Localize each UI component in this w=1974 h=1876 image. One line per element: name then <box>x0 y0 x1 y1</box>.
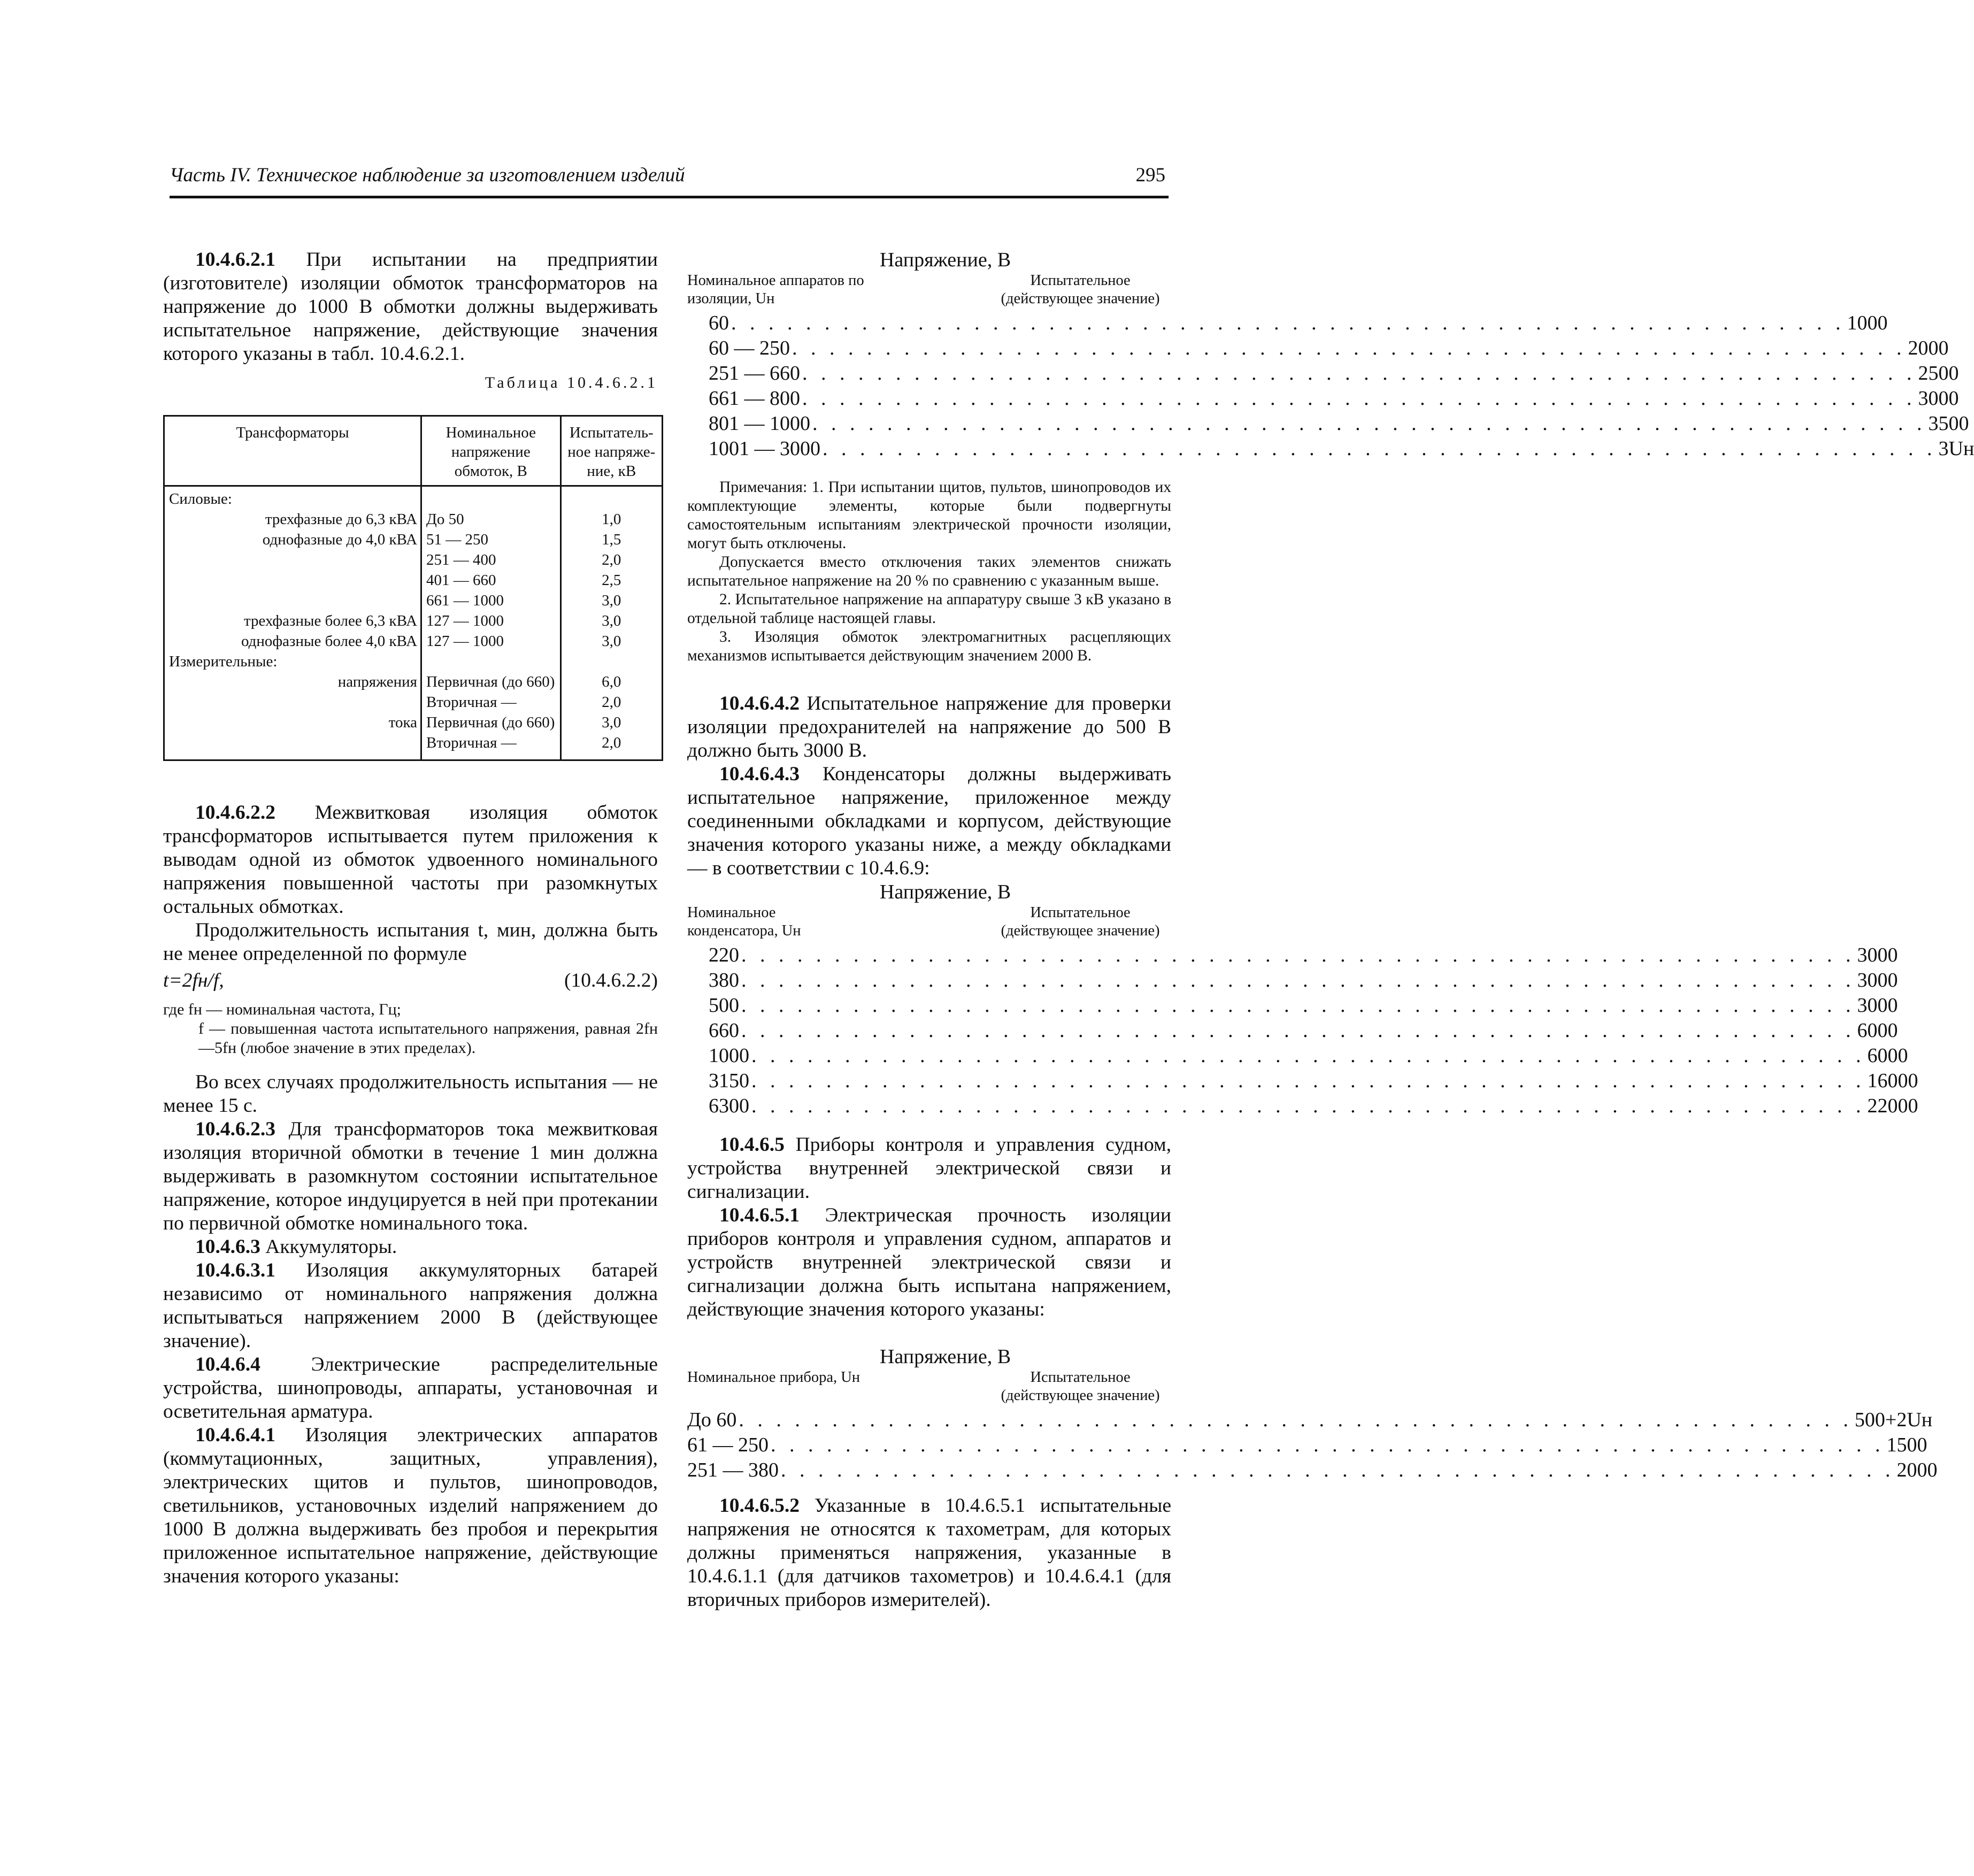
para-text: Электрические распределительные устройства, шинопроводы, аппараты, установочная и осветительная арматура. <box>163 1354 658 1423</box>
table-caption: Таблица 10.4.6.2.1 <box>485 374 658 391</box>
clause-number: 10.4.6.4.2 <box>719 693 800 714</box>
voltage-range: 251 — 660 <box>709 362 800 385</box>
cell-test: 2,0 <box>560 733 662 760</box>
cell-test: 2,0 <box>560 692 662 712</box>
dot-leader: . . . . . . . . . . . . . . . . . . . . . . . . . . . . . . . . . . . . . . . . . . . . . . . . . . . . . . . . . . . . <box>731 312 1845 334</box>
cell-nominal: 127 — 1000 <box>421 611 561 631</box>
cell-nominal: Вторичная — <box>421 733 561 760</box>
test-voltage: 6000 <box>1857 1019 1898 1042</box>
table-row <box>164 733 663 760</box>
cell-transformer: однофазные до 4,0 кВА <box>164 529 421 550</box>
clause-number: 10.4.6.5.2 <box>719 1495 800 1517</box>
para-text: Изоляция электрических аппаратов (коммутационных, защитных, управления), электрических щитов и пультов, шинопроводов, светильников, установочных изделий напряжением до 1000 В должна выдерживать без пробоя и перекрытия приложенное испытательное напряжение, действующие значения которого указаны: <box>163 1424 658 1587</box>
cell-test: 6,0 <box>560 672 662 692</box>
table-row <box>164 631 663 651</box>
dot-leader: . . . . . . . . . . . . . . . . . . . . . . . . . . . . . . . . . . . . . . . . . . . . . . . . . . . . . . . . . . . . <box>741 944 1855 966</box>
para-10-4-6-2-3 <box>163 1118 658 1235</box>
note-2: 2. Испытательное напряжение на аппаратуру свыше 3 кВ указано в отдельной таблице настоящей главы. <box>687 591 1171 627</box>
para-10-4-6-5-2 <box>687 1494 1171 1612</box>
para-10-4-6-5 <box>687 1133 1171 1204</box>
legend-fn: где fн — номинальная частота, Гц; <box>163 1001 401 1018</box>
left-column-lower <box>163 801 658 1588</box>
clause-number: 10.4.6.3 <box>195 1236 260 1258</box>
dot-leader: . . . . . . . . . . . . . . . . . . . . . . . . . . . . . . . . . . . . . . . . . . . . . . . . . . . . . . . . . . . . <box>741 969 1855 991</box>
clause-number: 10.4.6.5.1 <box>719 1204 800 1226</box>
cell-transformer <box>164 733 421 760</box>
para-text: Для трансформаторов тока межвитковая изоляция вторичной обмотки в течение 1 мин должна выдерживать в разомкнутом состоянии испытательное напряжение, которое индуцируется в ней при протекании по первичной обмотке номинального тока. <box>163 1118 658 1234</box>
table-row <box>164 611 663 631</box>
cell-transformer <box>164 550 421 570</box>
transformer-table <box>163 415 663 761</box>
voltage-range: 251 — 380 <box>687 1459 779 1481</box>
formula: t=2fн/f, <box>163 970 224 991</box>
cell-transformer: трехфазные до 6,3 кВА <box>164 509 421 529</box>
cell-nominal: 51 — 250 <box>421 529 561 550</box>
vt3-left-head: Номинальное прибора, Uн <box>687 1369 861 1386</box>
para-10-4-6-4 <box>163 1353 658 1424</box>
voltage-row <box>687 362 1959 387</box>
vt1-right-head: Испытательное (действующее значение) <box>1001 272 1160 307</box>
cell-test: 2,5 <box>560 570 662 590</box>
header-title: Часть IV. Техническое наблюдение за изготовлением изделий <box>170 164 685 186</box>
voltage-range: 60 <box>709 312 729 334</box>
dot-leader: . . . . . . . . . . . . . . . . . . . . . . . . . . . . . . . . . . . . . . . . . . . . . . . . . . . . . . . . . . . . <box>771 1434 1885 1456</box>
cell-test: 1,5 <box>560 529 662 550</box>
cell-test: 3,0 <box>560 611 662 631</box>
dot-leader: . . . . . . . . . . . . . . . . . . . . . . . . . . . . . . . . . . . . . . . . . . . . . . . . . . . . . . . . . . . . <box>792 337 1906 359</box>
test-voltage: 2500 <box>1918 362 1959 385</box>
voltage-range: 801 — 1000 <box>709 412 810 435</box>
test-voltage: 2000 <box>1896 1459 1938 1481</box>
cell-test: 2,0 <box>560 550 662 570</box>
para-text: Аккумуляторы. <box>260 1236 397 1258</box>
test-voltage: 3000 <box>1857 994 1898 1017</box>
cell-test <box>560 486 662 510</box>
formula-block <box>163 969 658 996</box>
voltage-range: 60 — 250 <box>709 337 790 359</box>
cell-nominal <box>421 651 561 672</box>
dot-leader: . . . . . . . . . . . . . . . . . . . . . . . . . . . . . . . . . . . . . . . . . . . . . . . . . . . . . . . . . . . . <box>802 362 1916 385</box>
para-10-4-6-4-1 <box>163 1424 658 1588</box>
para-text: Изоляция аккумуляторных батарей независимо от номинального напряжения должна испытываться напряжением 2000 В (действующее значение). <box>163 1259 658 1352</box>
cell-test <box>560 651 662 672</box>
test-voltage: 3000 <box>1857 944 1898 966</box>
cell-transformer: тока <box>164 712 421 733</box>
para-text: Испытательное напряжение для проверки изоляции предохранителей на напряжение до 500 В должно быть 3000 В. <box>687 693 1171 762</box>
cell-nominal <box>421 486 561 510</box>
voltage-row <box>687 1094 1918 1119</box>
cell-test: 3,0 <box>560 590 662 611</box>
voltage-range: 661 — 800 <box>709 387 800 410</box>
dot-leader: . . . . . . . . . . . . . . . . . . . . . . . . . . . . . . . . . . . . . . . . . . . . . . . . . . . . . . . . . . . . <box>741 1019 1855 1042</box>
page-number: 295 <box>1135 164 1165 186</box>
voltage-range: 61 — 250 <box>687 1434 769 1456</box>
running-header <box>170 158 1169 198</box>
notes-block <box>687 478 1171 665</box>
para-text: Конденсаторы должны выдерживать испытательное напряжение, приложенное между соединенными обкладками и корпусом, действующие значения которого указаны ниже, а между обкладками — в соответствии с 10.4.6.9: <box>687 763 1171 879</box>
cell-nominal: 251 — 400 <box>421 550 561 570</box>
test-voltage: 3500 <box>1928 412 1969 435</box>
legend-f: f — повышенная частота испытательного напряжения, равная 2fн—5fн (любое значение в этих пределах). <box>198 1020 658 1057</box>
vt2-right-head: Испытательное (действующее значение) <box>1001 904 1160 939</box>
right-column <box>687 248 1974 1612</box>
dot-leader: . . . . . . . . . . . . . . . . . . . . . . . . . . . . . . . . . . . . . . . . . . . . . . . . . . . . . . . . . . . . <box>751 1070 1865 1092</box>
clause-number: 10.4.6.2.3 <box>195 1118 275 1140</box>
formula-number: (10.4.6.2.2) <box>564 970 658 991</box>
dot-leader: . . . . . . . . . . . . . . . . . . . . . . . . . . . . . . . . . . . . . . . . . . . . . . . . . . . . . . . . . . . . <box>802 387 1916 410</box>
para-10-4-6-2-1 <box>163 248 658 366</box>
test-voltage: 6000 <box>1867 1044 1908 1067</box>
cell-nominal: 401 — 660 <box>421 570 561 590</box>
vt2-head <box>687 904 1171 943</box>
note-1: Примечания: 1. При испытании щитов, пультов, шинопроводов их комплектующие элементы, которые были подвергнуты самостоятельным испытаниям электрической прочности изоляции, могут быть отключены. <box>687 479 1171 552</box>
voltage-row <box>687 1019 1898 1044</box>
voltage-row <box>687 387 1959 412</box>
table-row <box>164 651 663 672</box>
dot-leader: . . . . . . . . . . . . . . . . . . . . . . . . . . . . . . . . . . . . . . . . . . . . . . . . . . . . . . . . . . . . <box>751 1095 1865 1117</box>
para-10-4-6-5-1 <box>687 1204 1171 1321</box>
voltage-row <box>687 943 1898 968</box>
test-voltage: 3000 <box>1918 387 1959 410</box>
vt2-title: Напряжение, В <box>879 881 1011 903</box>
table-row <box>164 712 663 733</box>
test-voltage: 3000 <box>1857 969 1898 991</box>
cell-nominal: 127 — 1000 <box>421 631 561 651</box>
cell-test: 3,0 <box>560 712 662 733</box>
cell-transformer: Измерительные: <box>164 651 421 672</box>
voltage-row <box>687 968 1898 994</box>
vt3-head <box>687 1368 1171 1408</box>
voltage-range: 3150 <box>709 1070 749 1092</box>
note-1b: Допускается вместо отключения таких элементов снижать испытательное напряжение на 20 % по сравнению с указанным выше. <box>687 553 1171 589</box>
test-voltage: 16000 <box>1867 1070 1918 1092</box>
test-voltage: 1500 <box>1886 1434 1927 1456</box>
dot-leader: . . . . . . . . . . . . . . . . . . . . . . . . . . . . . . . . . . . . . . . . . . . . . . . . . . . . . . . . . . . . <box>739 1409 1853 1431</box>
voltage-range: 1001 — 3000 <box>709 437 820 460</box>
para-10-4-6-2-2 <box>163 801 658 919</box>
para-text: Указанные в 10.4.6.5.1 испытательные напряжения не относятся к тахометрам, для которых должны применяться напряжения, указанные в 10.4.6.1.1 (для датчиков тахометров) и 10.4.6.4.1 (для вторичных приборов измерителей). <box>687 1495 1171 1611</box>
voltage-range: 500 <box>709 994 739 1017</box>
para-10-4-6-4-3 <box>687 763 1171 880</box>
voltage-range: До 60 <box>687 1409 737 1431</box>
dot-leader: . . . . . . . . . . . . . . . . . . . . . . . . . . . . . . . . . . . . . . . . . . . . . . . . . . . . . . . . . . . . <box>751 1044 1865 1067</box>
table-row <box>164 692 663 712</box>
para-10-4-6-4-2 <box>687 692 1171 763</box>
para-text: Электрическая прочность изоляции приборов контроля и управления судном, аппаратов и устройств внутренней электрической связи и сигнализации должна быть испытана напряжением, действующие значения которого указаны: <box>687 1204 1171 1320</box>
cell-transformer <box>164 570 421 590</box>
th-transformers: Трансформаторы <box>164 416 421 486</box>
vt3-title: Напряжение, В <box>879 1346 1011 1368</box>
vt2-rows <box>687 943 1918 1119</box>
voltage-row <box>687 1408 1933 1433</box>
cell-transformer <box>164 692 421 712</box>
table-row <box>164 672 663 692</box>
para-10-4-6-3-1 <box>163 1259 658 1353</box>
voltage-row <box>687 311 1888 336</box>
test-voltage: 1000 <box>1847 312 1888 334</box>
voltage-row <box>687 336 1949 362</box>
clause-number: 10.4.6.4 <box>195 1354 260 1375</box>
vt1-title: Напряжение, В <box>879 249 1011 271</box>
voltage-row <box>687 994 1898 1019</box>
vt3-rows <box>687 1408 1938 1483</box>
dot-leader: . . . . . . . . . . . . . . . . . . . . . . . . . . . . . . . . . . . . . . . . . . . . . . . . . . . . . . . . . . . . <box>781 1459 1895 1481</box>
table-row <box>164 486 663 510</box>
cell-nominal: Первичная (до 660) <box>421 712 561 733</box>
th-test-voltage: Испытатель-ное напряже-ние, кВ <box>560 416 662 486</box>
voltage-range: 6300 <box>709 1095 749 1117</box>
voltage-row <box>687 437 1974 462</box>
table-row <box>164 529 663 550</box>
dot-leader: . . . . . . . . . . . . . . . . . . . . . . . . . . . . . . . . . . . . . . . . . . . . . . . . . . . . . . . . . . . . <box>823 437 1937 460</box>
voltage-row <box>687 1458 1938 1483</box>
voltage-row <box>687 412 1969 437</box>
voltage-range: 1000 <box>709 1044 749 1067</box>
clause-number: 10.4.6.5 <box>719 1134 785 1156</box>
cell-transformer: однофазные более 4,0 кВА <box>164 631 421 651</box>
formula-legend <box>163 1000 658 1058</box>
cell-transformer: трехфазные более 6,3 кВА <box>164 611 421 631</box>
cell-test: 3,0 <box>560 631 662 651</box>
clause-number: 10.4.6.4.3 <box>719 763 800 785</box>
dot-leader: . . . . . . . . . . . . . . . . . . . . . . . . . . . . . . . . . . . . . . . . . . . . . . . . . . . . . . . . . . . . <box>812 412 1926 435</box>
voltage-range: 660 <box>709 1019 739 1042</box>
table-row <box>164 509 663 529</box>
cell-nominal: Вторичная — <box>421 692 561 712</box>
test-voltage: 22000 <box>1867 1095 1918 1117</box>
voltage-range: 220 <box>709 944 739 966</box>
vt1-rows <box>687 311 1974 462</box>
para-10-4-6-3 <box>163 1235 658 1259</box>
clause-number: 10.4.6.4.1 <box>195 1424 275 1446</box>
table-row <box>164 550 663 570</box>
voltage-row <box>687 1069 1918 1094</box>
para-text: Межвитковая изоляция обмоток трансформаторов испытывается путем приложения к выводам одной из обмоток удвоенного номинального напряжения повышенной частоты при разомкнутых остальных обмотках. <box>163 802 658 918</box>
cell-transformer: Силовые: <box>164 486 421 510</box>
note-3: 3. Изоляция обмоток электромагнитных расцепляющих механизмов испытывается действующим значением 2000 В. <box>687 628 1171 664</box>
left-column <box>163 248 658 395</box>
dot-leader: . . . . . . . . . . . . . . . . . . . . . . . . . . . . . . . . . . . . . . . . . . . . . . . . . . . . . . . . . . . . <box>741 994 1855 1017</box>
vt1-head <box>687 272 1171 311</box>
th-nominal-voltage: Номинальное напряжение обмоток, В <box>421 416 561 486</box>
cell-nominal: Первичная (до 660) <box>421 672 561 692</box>
cell-nominal: 661 — 1000 <box>421 590 561 611</box>
test-voltage: 500+2Uн <box>1854 1409 1933 1431</box>
voltage-row <box>687 1433 1927 1458</box>
test-voltage: 3Uн <box>1938 437 1974 460</box>
cell-transformer: напряжения <box>164 672 421 692</box>
test-voltage: 2000 <box>1908 337 1949 359</box>
clause-number: 10.4.6.2.1 <box>195 249 275 271</box>
table-row <box>164 590 663 611</box>
cell-nominal: До 50 <box>421 509 561 529</box>
para-duration: Продолжительность испытания t, мин, должна быть не менее определенной по формуле <box>163 919 658 965</box>
table-row <box>164 570 663 590</box>
voltage-range: 380 <box>709 969 739 991</box>
voltage-row <box>687 1044 1908 1069</box>
vt1-left-head: Номинальное аппаратов по изоляции, Uн <box>687 272 864 307</box>
cell-transformer <box>164 590 421 611</box>
clause-number: 10.4.6.3.1 <box>195 1259 275 1281</box>
cell-test: 1,0 <box>560 509 662 529</box>
para-text: Приборы контроля и управления судном, устройства внутренней электрической связи и сигнализации. <box>687 1134 1171 1203</box>
clause-number: 10.4.6.2.2 <box>195 802 275 824</box>
vt3-right-head: Испытательное (действующее значение) <box>1001 1369 1160 1404</box>
para-min-duration: Во всех случаях продолжительность испытания — не менее 15 с. <box>163 1071 658 1117</box>
para-text: При испытании на предприятии (изготовителе) изоляции обмоток трансформаторов на напряжение до 1000 В обмотки должны выдерживать испытательное напряжение, действующие значения которого указаны в табл. 10.4.6.2.1. <box>163 249 658 365</box>
vt2-left-head: Номинальное конденсатора, Uн <box>687 904 801 939</box>
